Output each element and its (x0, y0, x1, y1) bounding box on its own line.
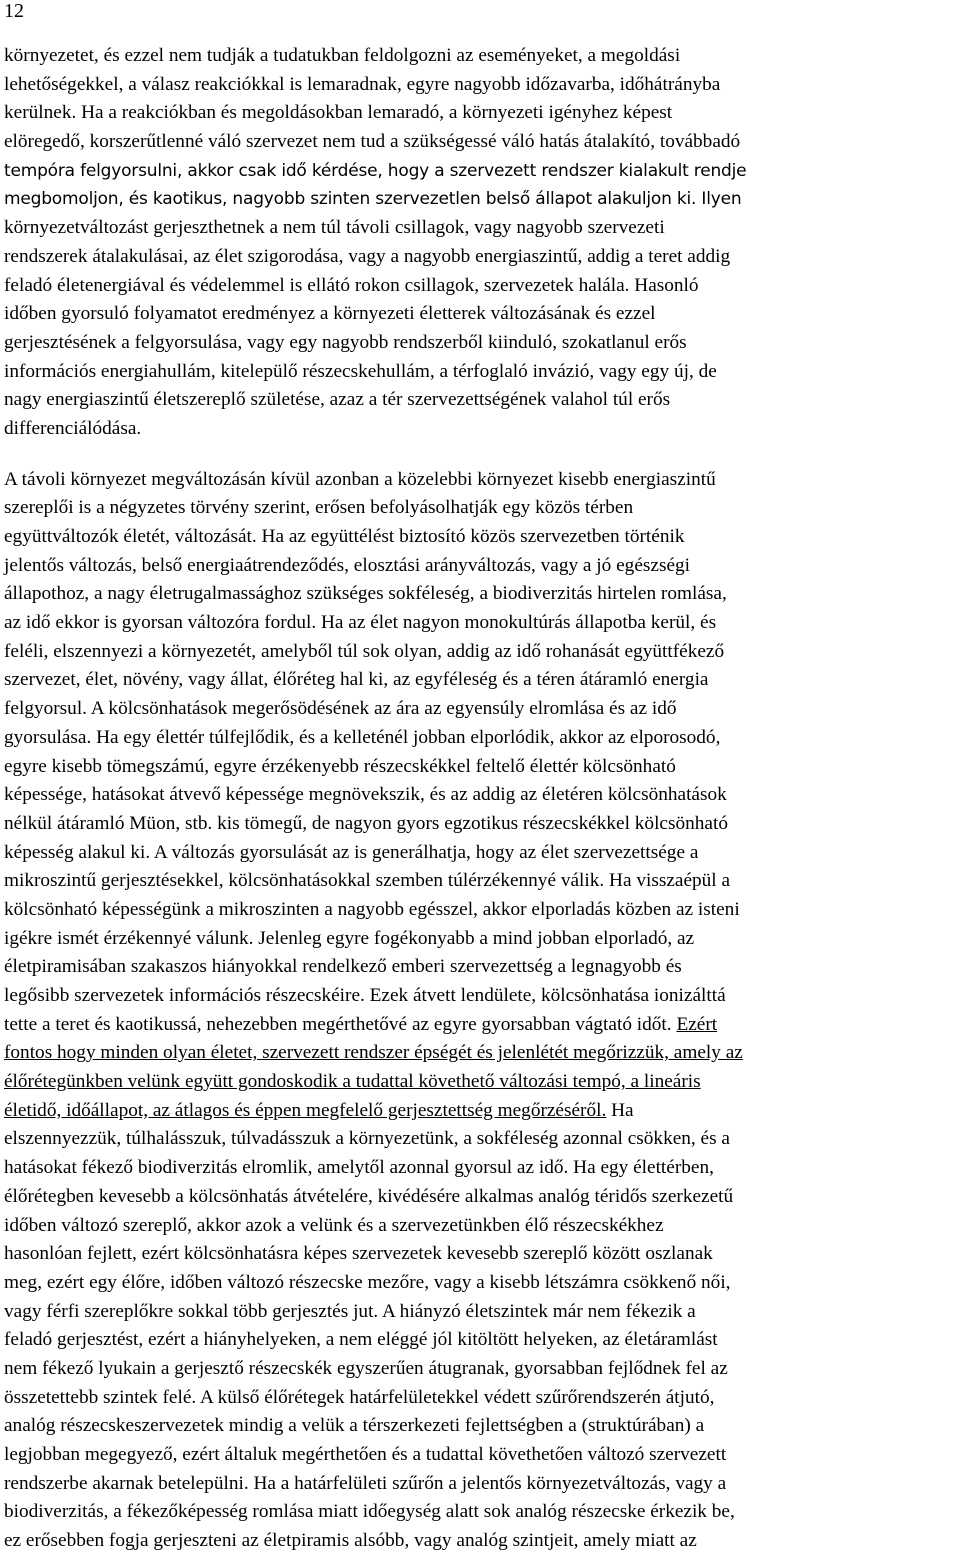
text-line: környezetváltozást gerjeszthetnek a nem túl távoli csillagok, vagy nagyobb szervezeti (4, 217, 665, 239)
text-line: együttváltozók életét, változását. Ha az együttélést biztosító közös szervezetben történik (4, 526, 685, 547)
text-line (4, 1097, 960, 1126)
text-line (4, 1039, 960, 1068)
text-line: ez erősebben fogja gerjeszteni az életpiramis alsóbb, vagy analóg szintjeit, amely miatt az (4, 1530, 697, 1552)
text-line: rendszerek átalakulásai, az élet szigorodása, vagy a nagyobb energiaszintű, addig a teret addig (4, 245, 731, 267)
underlined-text: életidő, időállapot, az átlagos és éppen megfelelő gerjesztettség megőrzéséről. (4, 1099, 607, 1121)
text-line: legjobban megegyező, ezért általuk megérthetően és a tudattal követhetően változó szervezett (4, 1444, 727, 1465)
text-line: időben változó szereplő, akkor azok a velünk és a szervezetünkben élő részecskékhez (4, 1214, 664, 1236)
text-line: szervezet, élet, növény, vagy állat, élőréteg hal ki, az egyféleség és a téren átáramló energia (4, 669, 709, 691)
text-line: nem fékező lyukain a gerjesztő részecskék egyszerűen átugranak, gyorsabban fejlődnek fel az (4, 1357, 728, 1379)
text-line: egyre kisebb tömegszámú, egyre érzékenyebb részecskékkel feltelő élettér kölcsönható (4, 755, 676, 777)
text-line: információs energiahullám, kitelepülő részecskehullám, a térfoglaló invázió, vagy egy új, de (4, 360, 717, 382)
text-line: az idő ekkor is gyorsan változóra fordul. Ha az élet nagyon monokultúrás állapotba kerül, és (4, 612, 717, 634)
text-segment: tette a teret és kaotikussá, nehezebben megérthetővé az egyre gyorsabban vágtató időt. (4, 1013, 672, 1035)
text-line (4, 1068, 960, 1097)
text-line: feladó gerjesztést, ezért a hiányhelyeken, a nem eléggé jól kitöltött helyeken, az életáramlást (4, 1329, 718, 1351)
text-line: legősibb szervezetek információs részecskéire. Ezek átvett lendülete, kölcsönhatása ionizálttá (4, 985, 726, 1006)
underlined-text: fontos hogy minden olyan életet, szervezett rendszer épségét és jelenlétét megőrizzük, amely az (4, 1042, 743, 1064)
text-line: nagy energiaszintű életszereplő születése, azaz a tér szervezettségének valahol túl erős (4, 389, 671, 411)
text-line: mikroszintű gerjesztésekkel, kölcsönhatásokkal szemben túlérzékennyé válik. Ha visszaépül a (4, 870, 731, 892)
text-line: jelentős változás, belső energiaátrendeződés, elosztási arányváltozás, vagy a jó egészségi (4, 554, 690, 576)
text-line: kölcsönható képességünk a mikroszinten a nagyobb egésszel, akkor elporladás közben az isteni (4, 898, 740, 920)
text-line: gyorsulása. Ha egy élettér túlfejlődik, és a kelleténél jobban elporlódik, akkor az elporosodó, (4, 726, 721, 748)
page-number: 12 (4, 0, 24, 22)
underlined-text: élőrétegünkben velünk együtt gondoskodik a tudattal követhető változási tempó, a lineáris (4, 1071, 701, 1093)
text-line: tempóra felgyorsulni, akkor csak idő kérdése, hogy a szervezett rendszer kialakult rendje (4, 160, 747, 181)
text-line: vagy férfi szereplőkre sokkal több gerjesztés jut. A hiányzó életszintek már nem fékezik a (4, 1300, 696, 1322)
text-line: összetettebb szintek felé. A külső élőrétegek határfelületekkel védett szűrőrendszerén átjutó, (4, 1386, 715, 1408)
paragraph-1 (4, 42, 960, 444)
text-line: szereplői is a négyzetes törvény szerint, erősen befolyásolhatják egy közös térben (4, 497, 634, 519)
text-line: megbomoljon, és kaotikus, nagyobb szinten szervezetlen belső állapot alakuljon ki. Ilyen (4, 189, 742, 210)
text-line: analóg részecskeszervezetek mindig a velük a térszerkezeti fejlettségben a (struktúrában) a (4, 1415, 705, 1437)
text-line: kerülnek. Ha a reakciókban és megoldásokban lemaradó, a környezeti igényhez képest (4, 102, 673, 124)
paragraph-gap (4, 444, 960, 466)
text-line: gerjesztésének a felgyorsulása, vagy egy nagyobb rendszerből kiinduló, szokatlanul erős (4, 331, 687, 353)
text-line: rendszerbe akarnak betelepülni. Ha a határfelületi szűrőn a jelentős környezetváltozás, vagy a (4, 1472, 727, 1494)
text-line: képesség alakul ki. A változás gyorsulását az is generálhatja, hogy az élet szervezettsége a (4, 841, 699, 863)
text-line: A távoli környezet megváltozásán kívül azonban a közelebbi környezet kisebb energiaszintű (4, 468, 716, 490)
text-line (4, 1011, 960, 1040)
text-line: környezetet, és ezzel nem tudják a tudatukban feldolgozni az eseményeket, a megoldási (4, 45, 681, 66)
text-line: meg, ezért egy élőre, időben változó részecske mezőre, vagy a kisebb létszámra csökkenő női, (4, 1271, 731, 1293)
text-line: differenciálódása. (4, 417, 142, 439)
text-segment: Ha (606, 1099, 634, 1121)
text-line: élőrétegben kevesebb a kölcsönhatás átvételére, kivédésére alkalmas analóg téridős szerkezetű (4, 1185, 734, 1207)
page-body (4, 42, 960, 1556)
text-line: feladó életenergiával és védelemmel is ellátó rokon csillagok, szervezetek halála. Hasonló (4, 274, 699, 296)
text-line: elöregedő, korszerűtlenné váló szervezet nem tud a szükségessé váló hatás átalakító, továbbadó (4, 131, 741, 153)
text-line: felgyorsul. A kölcsönhatások megerősödésének az ára az egyensúly elromlása és az idő (4, 698, 677, 720)
paragraph-2 (4, 466, 960, 1556)
text-line: életpiramisában szakaszos hiányokkal rendelkező emberi szervezettség a legnagyobb és (4, 956, 682, 978)
text-line: feléli, elszennyezi a környezetét, amelyből túl sok olyan, addig az idő rohanását együttfékező (4, 640, 725, 662)
text-line: nélkül átáramló Müon, stb. kis tömegű, de nagyon gyors egzotikus részecskékkel kölcsönható (4, 812, 728, 834)
underlined-text: Ezért (676, 1013, 718, 1035)
text-line: állapothoz, a nagy életrugalmassághoz szükséges sokféleség, a biodiverzitás hirtelen romlása, (4, 583, 727, 605)
text-line: lehetőségekkel, a válasz reakciókkal is lemaradnak, egyre nagyobb időzavarba, időhátrányba (4, 73, 721, 95)
text-line: igékre ismét érzékennyé válunk. Jelenleg egyre fogékonyabb a mind jobban elporladó, az (4, 927, 695, 949)
text-line: elszennyezzük, túlhalásszuk, túlvadásszuk a környezetünk, a sokféleség azonnal csökken, és a (4, 1128, 730, 1150)
text-line: biodiverzitás, a fékezőképesség romlása miatt időegység alatt sok analóg részecske érkezik be, (4, 1501, 735, 1523)
text-line: hatásokat fékező biodiverzitás elromlik, amelytől azonnal gyorsul az idő. Ha egy élettérben, (4, 1157, 714, 1179)
text-line: hasonlóan fejlett, ezért kölcsönhatásra képes szervezetek kevesebb szereplő között oszlanak (4, 1243, 713, 1265)
text-line: képessége, hatásokat átvevő képessége megnövekszik, és az addig az életéren kölcsönhatások (4, 784, 727, 806)
text-line: időben gyorsuló folyamatot eredményez a környezeti életterek változásának és ezzel (4, 303, 656, 325)
